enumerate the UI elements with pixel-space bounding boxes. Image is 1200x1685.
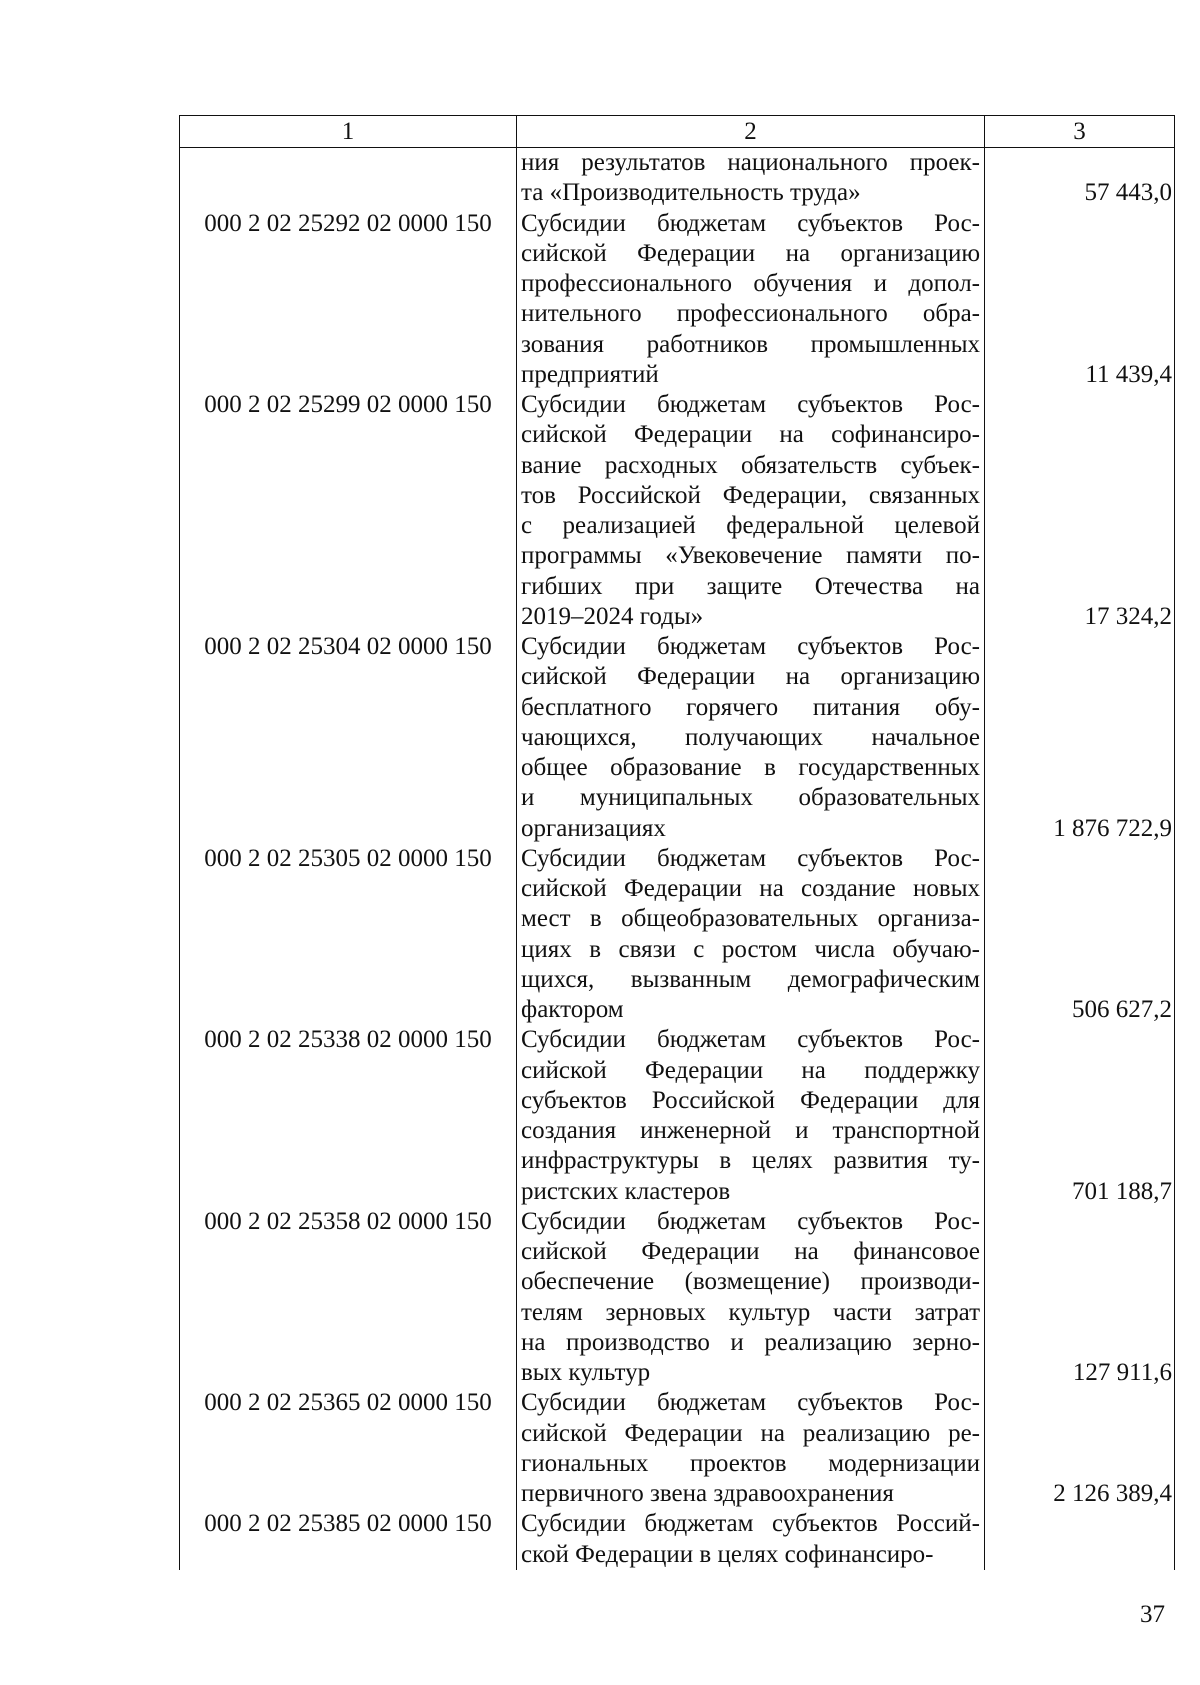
description-line: сийской Федерации на финансовое bbox=[521, 1238, 980, 1265]
table-row bbox=[180, 632, 1175, 844]
description-line: Субсидии бюджетам субъектов Рос- bbox=[521, 1026, 980, 1054]
description-line: сийской Федерации на реализацию ре- bbox=[521, 1419, 980, 1447]
description-line: Субсидии бюджетам субъектов Рос- bbox=[521, 844, 980, 872]
amount-cell: 127 911,6 bbox=[985, 1207, 1175, 1389]
table-body bbox=[180, 148, 1175, 1570]
description-line: предприятий bbox=[521, 360, 659, 388]
budget-code-cell bbox=[180, 148, 517, 209]
table-row bbox=[180, 1388, 1175, 1509]
description-line: вание расходных обязательств субъек- bbox=[521, 451, 980, 479]
description-line: чающихся, получающих начальное bbox=[521, 723, 980, 751]
amount-cell: 2 126 389,4 bbox=[985, 1388, 1175, 1509]
description-line: Субсидии бюджетам субъектов Рос- bbox=[521, 1389, 980, 1417]
description-line: инфраструктуры в целях развития ту- bbox=[521, 1147, 980, 1175]
description-line: сийской Федерации на организацию bbox=[521, 663, 980, 691]
budget-code-cell: 000 2 02 25365 02 0000 150 bbox=[180, 1388, 517, 1509]
description-line: обеспечение (возмещение) производи- bbox=[521, 1268, 980, 1296]
description-line: сийской Федерации на организацию bbox=[521, 239, 980, 267]
description-cell bbox=[517, 632, 985, 844]
description-line: общее образование в государственных bbox=[521, 754, 980, 781]
description-line: фактором bbox=[521, 996, 624, 1023]
amount-cell: 506 627,2 bbox=[985, 844, 1175, 1026]
table-row bbox=[180, 390, 1175, 632]
description-line: сийской Федерации на софинансиро- bbox=[521, 421, 980, 449]
table-row bbox=[180, 148, 1175, 209]
amount-cell: 57 443,0 bbox=[985, 148, 1175, 209]
description-line: Субсидии бюджетам субъектов Россий- bbox=[521, 1510, 980, 1538]
budget-table bbox=[179, 115, 1175, 1570]
description-cell bbox=[517, 1388, 985, 1509]
description-line: Субсидии бюджетам субъектов Рос- bbox=[521, 391, 980, 418]
description-cell bbox=[517, 1207, 985, 1389]
table-row bbox=[180, 1025, 1175, 1207]
description-line: первичного звена здравоохранения bbox=[521, 1480, 894, 1507]
description-line: тов Российской Федерации, связанных bbox=[521, 481, 980, 509]
budget-code-cell: 000 2 02 25299 02 0000 150 bbox=[180, 390, 517, 632]
table-row bbox=[180, 1207, 1175, 1389]
description-line: гиональных проектов модернизации bbox=[521, 1449, 980, 1477]
description-line: на производство и реализацию зерно- bbox=[521, 1328, 980, 1356]
description-line: создания инженерной и транспортной bbox=[521, 1117, 980, 1144]
budget-code-cell: 000 2 02 25304 02 0000 150 bbox=[180, 632, 517, 844]
budget-code-cell: 000 2 02 25358 02 0000 150 bbox=[180, 1207, 517, 1389]
description-line: мест в общеобразовательных организа- bbox=[521, 905, 980, 933]
budget-code-cell: 000 2 02 25338 02 0000 150 bbox=[180, 1025, 517, 1207]
description-cell bbox=[517, 209, 985, 391]
description-line: ристских кластеров bbox=[521, 1177, 731, 1205]
description-line: та «Производительность труда» bbox=[521, 179, 861, 207]
description-cell bbox=[517, 844, 985, 1026]
description-line: и муниципальных образовательных bbox=[521, 784, 980, 812]
budget-code-cell: 000 2 02 25292 02 0000 150 bbox=[180, 209, 517, 391]
description-cell bbox=[517, 148, 985, 209]
description-line: программы «Увековечение памяти по- bbox=[521, 542, 980, 570]
description-cell bbox=[517, 1025, 985, 1207]
description-line: телям зерновых культур части затрат bbox=[521, 1298, 980, 1326]
description-line: вых культур bbox=[521, 1359, 651, 1386]
description-line: Субсидии бюджетам субъектов Рос- bbox=[521, 209, 980, 237]
amount-cell: 701 188,7 bbox=[985, 1025, 1175, 1207]
description-line: ния результатов национального проек- bbox=[521, 149, 980, 176]
table-header-row bbox=[180, 116, 1175, 148]
description-line: щихся, вызванным демографическим bbox=[521, 965, 980, 993]
description-line: нительного профессионального обра- bbox=[521, 300, 980, 328]
description-line: организациях bbox=[521, 814, 666, 842]
description-cell bbox=[517, 390, 985, 632]
amount-cell bbox=[985, 1509, 1175, 1570]
description-line: сийской Федерации на поддержку bbox=[521, 1056, 980, 1084]
header-col-3: 3 bbox=[985, 116, 1175, 148]
budget-code-cell: 000 2 02 25305 02 0000 150 bbox=[180, 844, 517, 1026]
description-line: субъектов Российской Федерации для bbox=[521, 1086, 980, 1114]
page-number: 37 bbox=[1140, 1601, 1165, 1628]
description-line: Субсидии бюджетам субъектов Рос- bbox=[521, 1207, 980, 1235]
budget-code-cell: 000 2 02 25385 02 0000 150 bbox=[180, 1509, 517, 1570]
description-line: 2019–2024 годы» bbox=[521, 602, 704, 630]
description-line: бесплатного горячего питания обу- bbox=[521, 693, 980, 721]
description-line: ской Федерации в целях софинансиро- bbox=[521, 1540, 934, 1568]
table-row bbox=[180, 844, 1175, 1026]
description-cell bbox=[517, 1509, 985, 1570]
description-line: с реализацией федеральной целевой bbox=[521, 512, 980, 539]
table-row bbox=[180, 209, 1175, 391]
header-col-1: 1 bbox=[180, 116, 517, 148]
amount-cell: 1 876 722,9 bbox=[985, 632, 1175, 844]
table-row bbox=[180, 1509, 1175, 1570]
amount-cell: 11 439,4 bbox=[985, 209, 1175, 391]
description-line: профессионального обучения и допол- bbox=[521, 270, 980, 297]
header-col-2: 2 bbox=[517, 116, 985, 148]
description-line: гибших при защите Отечества на bbox=[521, 572, 980, 600]
description-line: зования работников промышленных bbox=[521, 330, 980, 358]
description-line: циях в связи с ростом числа обучаю- bbox=[521, 935, 980, 963]
description-line: Субсидии бюджетам субъектов Рос- bbox=[521, 633, 980, 660]
amount-cell: 17 324,2 bbox=[985, 390, 1175, 632]
description-line: сийской Федерации на создание новых bbox=[521, 875, 980, 902]
